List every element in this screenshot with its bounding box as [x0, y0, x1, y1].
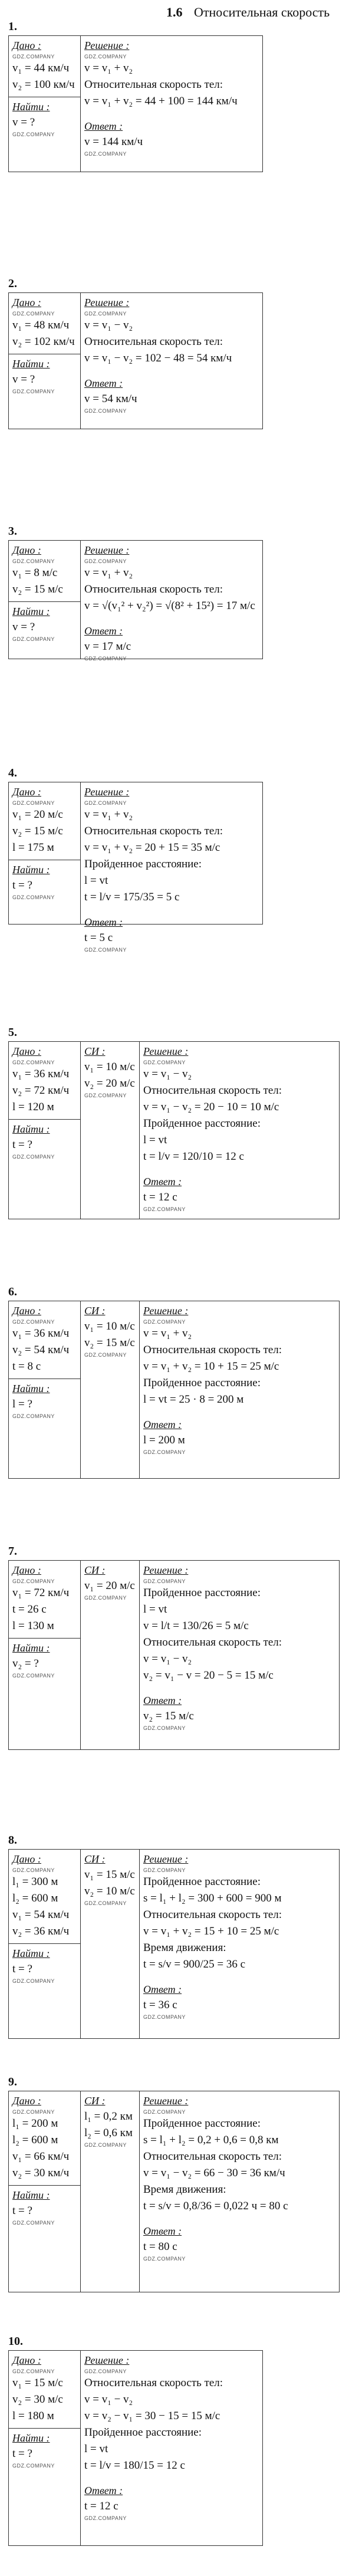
given-value: l = 175 м: [12, 841, 54, 854]
watermark: GDZ.COMPANY: [84, 408, 127, 414]
given-value: l₂ = 600 м: [12, 1892, 58, 1904]
problem-box: [8, 1849, 340, 2039]
given-value: v₂ = 30 м/с: [12, 2393, 63, 2406]
problem-number: 4.: [8, 766, 17, 779]
solution-line: Пройденное расстояние:: [143, 2117, 261, 2130]
solution-line: v = v₁ − v₂ = 20 − 10 = 10 м/с: [143, 1101, 279, 1113]
solution-column: [81, 541, 262, 662]
watermark: GDZ.COMPANY: [143, 1060, 186, 1065]
answer-value: v₂ = 15 м/с: [143, 1710, 194, 1722]
solution-column: [140, 1561, 339, 1749]
watermark: GDZ.COMPANY: [12, 2463, 55, 2469]
solution-line: t = l/v = 120/10 = 12 с: [143, 1150, 244, 1163]
solution-line: t = s/v = 0,8/36 = 0,022 ч = 80 с: [143, 2200, 288, 2212]
given-value: v₂ = 36 км/ч: [12, 1925, 70, 1937]
find-value: t = ?: [12, 2205, 32, 2217]
watermark: GDZ.COMPANY: [12, 1867, 55, 1873]
find-section: [9, 2185, 80, 2226]
given-column: [9, 293, 81, 429]
problem-number: 7.: [8, 1545, 17, 1558]
watermark: GDZ.COMPANY: [143, 1319, 186, 1325]
solution-label: Решение :: [84, 2354, 130, 2366]
find-value: l = ?: [12, 1398, 32, 1410]
answer-value: t = 5 с: [84, 932, 113, 944]
answer-section: [84, 377, 259, 414]
solution-line: Относительная скорость тел:: [143, 2150, 282, 2163]
problem-number: 1.: [8, 20, 17, 33]
find-value: v = ?: [12, 621, 35, 633]
watermark: GDZ.COMPANY: [12, 1413, 55, 1419]
answer-section: [84, 2485, 259, 2522]
page-title: [166, 5, 330, 20]
given-value: v₂ = 54 км/ч: [12, 1344, 70, 1356]
solution-line: Относительная скорость тел:: [84, 78, 223, 91]
solution-line: s = l₁ + l₂ = 0,2 + 0,6 = 0,8 км: [143, 2134, 279, 2146]
given-column: [9, 1301, 81, 1478]
problem-number: 3.: [8, 525, 17, 538]
solution-column: [140, 1301, 339, 1478]
answer-section: [143, 2225, 335, 2262]
given-value: v₁ = 72 км/ч: [12, 1587, 70, 1599]
find-label: Найти :: [12, 2189, 50, 2201]
watermark: GDZ.COMPANY: [84, 800, 127, 806]
solution-line: Относительная скорость тел:: [143, 1344, 282, 1356]
find-value: t = ?: [12, 1139, 32, 1151]
answer-label: Ответ :: [143, 1695, 182, 1706]
given-value: v₁ = 44 км/ч: [12, 62, 70, 74]
solution-line: l = vt: [143, 1134, 167, 1146]
si-column: [81, 1042, 140, 1219]
solution-column: [81, 293, 262, 429]
si-value: v₂ = 10 м/с: [84, 1885, 135, 1897]
given-value: v₁ = 54 км/ч: [12, 1909, 70, 1921]
answer-value: t = 36 с: [143, 1999, 177, 2011]
solution-line: v = v₁ + v₂ = 10 + 15 = 25 м/с: [143, 1360, 279, 1373]
given-label: Дано :: [12, 1305, 41, 1317]
solution-line: Относительная скорость тел:: [143, 1636, 282, 1649]
find-section: [9, 1943, 80, 1985]
watermark: GDZ.COMPANY: [12, 636, 55, 642]
problem-box: [8, 540, 263, 662]
solution-line: t = l/v = 180/15 = 12 с: [84, 2459, 185, 2472]
solution-line: v₂ = v₁ − v = 20 − 5 = 15 м/с: [143, 1669, 274, 1682]
given-value: v₁ = 36 км/ч: [12, 1068, 70, 1080]
problem-box: [8, 2350, 263, 2546]
solution-line: v = v₁ + v₂ = 20 + 15 = 35 м/с: [84, 841, 220, 854]
find-section: [9, 1638, 80, 1679]
find-label: Найти :: [12, 1642, 50, 1654]
answer-label: Ответ :: [143, 1176, 182, 1187]
given-label: Дано :: [12, 2354, 41, 2366]
find-section: [9, 97, 80, 138]
solution-label: Решение :: [143, 1853, 189, 1865]
solution-line: v = v₁ + v₂: [84, 808, 133, 821]
problem-box: [8, 1560, 340, 1750]
watermark: GDZ.COMPANY: [84, 1352, 127, 1358]
solution-line: Пройденное расстояние:: [84, 2426, 202, 2439]
watermark: GDZ.COMPANY: [12, 2109, 55, 2115]
solution-line: Относительная скорость тел:: [84, 335, 223, 348]
find-label: Найти :: [12, 1947, 50, 1959]
given-column: [9, 36, 81, 172]
si-value: l₁ = 0,2 км: [84, 2110, 133, 2123]
solution-line: Время движения:: [143, 1942, 226, 1954]
watermark: GDZ.COMPANY: [12, 1319, 55, 1325]
solution-line: l = vt: [143, 1603, 167, 1616]
watermark: GDZ.COMPANY: [12, 894, 55, 900]
given-value: v₁ = 15 м/с: [12, 2377, 63, 2389]
si-label: СИ :: [84, 1853, 106, 1865]
solution-line: Пройденное расстояние:: [143, 1587, 261, 1599]
given-value: v₁ = 48 км/ч: [12, 319, 70, 331]
find-section: [9, 860, 80, 901]
solution-label: Решение :: [143, 2095, 189, 2107]
answer-section: [143, 1983, 335, 2021]
watermark: GDZ.COMPANY: [12, 1060, 55, 1065]
find-label: Найти :: [12, 1383, 50, 1394]
answer-label: Ответ :: [84, 625, 123, 637]
answer-section: [143, 1419, 335, 1456]
solution-line: Пройденное расстояние:: [84, 858, 202, 870]
given-value: t = 26 с: [12, 1603, 47, 1616]
watermark: GDZ.COMPANY: [84, 54, 127, 60]
find-section: [9, 354, 80, 395]
problem-number: 5.: [8, 1026, 17, 1039]
watermark: GDZ.COMPANY: [12, 389, 55, 394]
watermark: GDZ.COMPANY: [84, 1900, 127, 1906]
solution-column: [140, 2091, 339, 2292]
watermark: GDZ.COMPANY: [12, 54, 55, 60]
watermark: GDZ.COMPANY: [84, 947, 127, 953]
find-label: Найти :: [12, 2432, 50, 2444]
solution-line: v = v₁ + v₂ = 44 + 100 = 144 км/ч: [84, 95, 238, 107]
solution-label: Решение :: [84, 786, 130, 798]
watermark: GDZ.COMPANY: [12, 800, 55, 806]
given-value: v₂ = 102 км/ч: [12, 335, 75, 348]
problem-number: 2.: [8, 277, 17, 290]
problem-box: [8, 292, 263, 429]
solution-line: Относительная скорость тел:: [84, 825, 223, 837]
solution-line: v = l/t = 130/26 = 5 м/с: [143, 1620, 249, 1632]
solution-line: v = v₁ + v₂ = 15 + 10 = 25 м/с: [143, 1925, 279, 1937]
answer-label: Ответ :: [143, 1983, 182, 1995]
si-label: СИ :: [84, 2095, 106, 2107]
given-label: Дано :: [12, 2095, 41, 2107]
find-section: [9, 2428, 80, 2469]
given-label: Дано :: [12, 297, 41, 308]
given-column: [9, 782, 81, 924]
solution-column: [140, 1850, 339, 2038]
find-label: Найти :: [12, 606, 50, 617]
watermark: GDZ.COMPANY: [12, 1673, 55, 1679]
given-column: [9, 1850, 81, 2038]
given-value: v₁ = 66 км/ч: [12, 2150, 70, 2163]
solution-label: Решение :: [143, 1045, 189, 1057]
watermark: GDZ.COMPANY: [84, 558, 127, 564]
answer-section: [84, 625, 259, 662]
section-number: 1.6: [166, 5, 183, 19]
answer-label: Ответ :: [143, 1419, 182, 1430]
solution-column: [81, 36, 262, 172]
given-column: [9, 2091, 81, 2292]
solution-line: v = v₁ − v₂: [84, 319, 133, 331]
si-value: v₁ = 15 м/с: [84, 1868, 135, 1881]
si-value: v₁ = 20 м/с: [84, 1580, 135, 1592]
solution-line: Пройденное расстояние:: [143, 1117, 261, 1130]
watermark: GDZ.COMPANY: [12, 1154, 55, 1160]
answer-value: v = 54 км/ч: [84, 393, 137, 405]
answer-value: t = 12 с: [84, 2500, 118, 2512]
solution-label: Решение :: [84, 40, 130, 51]
given-label: Дано :: [12, 1564, 41, 1576]
given-value: t = 8 с: [12, 1360, 41, 1373]
solution-line: v = v₁ − v₂ = 102 − 48 = 54 км/ч: [84, 352, 232, 364]
si-value: v₁ = 10 м/с: [84, 1061, 135, 1073]
solution-line: v = v₁ + v₂: [84, 62, 133, 74]
given-column: [9, 541, 81, 659]
given-value: v₂ = 30 км/ч: [12, 2167, 70, 2179]
solution-line: Относительная скорость тел:: [143, 1084, 282, 1097]
problem-number: 6.: [8, 1285, 17, 1298]
given-label: Дано :: [12, 786, 41, 798]
solution-line: Относительная скорость тел:: [84, 583, 223, 596]
si-column: [81, 1301, 140, 1478]
given-value: v₂ = 15 м/с: [12, 825, 63, 837]
solution-line: Пройденное расстояние:: [143, 1876, 261, 1888]
watermark: GDZ.COMPANY: [143, 1867, 186, 1873]
find-label: Найти :: [12, 358, 50, 370]
watermark: GDZ.COMPANY: [84, 2142, 127, 2148]
problem-number: 8.: [8, 1834, 17, 1847]
problem-box: [8, 35, 263, 172]
find-section: [9, 1119, 80, 1160]
given-column: [9, 1042, 81, 1219]
section-title: Относительная скорость: [194, 5, 330, 19]
find-value: v = ?: [12, 116, 35, 129]
given-value: l₁ = 300 м: [12, 1876, 58, 1888]
find-value: t = ?: [12, 1963, 32, 1975]
find-label: Найти :: [12, 1123, 50, 1135]
solution-line: v = v₁ − v₂: [143, 1653, 192, 1665]
given-value: l₁ = 200 м: [12, 2117, 58, 2130]
given-column: [9, 1561, 81, 1749]
solution-line: v = v₁ − v₂: [84, 2393, 133, 2406]
watermark: GDZ.COMPANY: [143, 2109, 186, 2115]
answer-value: v = 17 м/с: [84, 640, 131, 653]
watermark: GDZ.COMPANY: [143, 2256, 186, 2262]
watermark: GDZ.COMPANY: [143, 2014, 186, 2020]
si-label: СИ :: [84, 1305, 106, 1317]
watermark: GDZ.COMPANY: [12, 1978, 55, 1984]
given-value: l = 120 м: [12, 1101, 54, 1113]
given-value: v₂ = 100 км/ч: [12, 78, 75, 91]
si-value: v₂ = 15 м/с: [84, 1337, 135, 1349]
given-column: [9, 2351, 81, 2545]
solution-line: t = l/v = 175/35 = 5 с: [84, 891, 180, 903]
solution-line: Относительная скорость тел:: [84, 2377, 223, 2389]
given-value: v₁ = 20 м/с: [12, 808, 63, 821]
solution-line: Относительная скорость тел:: [143, 1909, 282, 1921]
watermark: GDZ.COMPANY: [12, 558, 55, 564]
solution-line: l = vt: [84, 2443, 108, 2455]
answer-value: l = 200 м: [143, 1434, 185, 1446]
problem-number: 9.: [8, 2075, 17, 2088]
find-section: [9, 601, 80, 643]
watermark: GDZ.COMPANY: [84, 2368, 127, 2374]
solution-line: t = s/v = 900/25 = 36 с: [143, 1958, 246, 1970]
given-value: v₂ = 15 м/с: [12, 583, 63, 596]
find-value: v₂ = ?: [12, 1657, 39, 1670]
watermark: GDZ.COMPANY: [12, 1578, 55, 1584]
watermark: GDZ.COMPANY: [84, 2515, 127, 2521]
answer-section: [84, 120, 259, 157]
find-value: t = ?: [12, 879, 32, 891]
given-value: v₂ = 72 км/ч: [12, 1084, 70, 1097]
given-value: l = 130 м: [12, 1620, 54, 1632]
find-label: Найти :: [12, 864, 50, 876]
solution-line: l = vt = 25 · 8 = 200 м: [143, 1393, 244, 1406]
watermark: GDZ.COMPANY: [12, 2368, 55, 2374]
answer-section: [84, 916, 259, 953]
answer-value: t = 80 с: [143, 2241, 177, 2253]
given-label: Дано :: [12, 40, 41, 51]
solution-line: v = √(v₁² + v₂²) = √(8² + 15²) = 17 м/с: [84, 600, 255, 612]
solution-label: Решение :: [84, 544, 130, 556]
given-value: l₂ = 600 м: [12, 2134, 58, 2146]
solution-line: v = v₁ − v₂: [143, 1068, 192, 1080]
solution-line: v = v₂ − v₁ = 30 − 15 = 15 м/с: [84, 2410, 220, 2422]
si-label: СИ :: [84, 1045, 106, 1057]
watermark: GDZ.COMPANY: [84, 656, 127, 662]
problem-box: [8, 782, 263, 953]
answer-label: Ответ :: [84, 916, 123, 928]
given-label: Дано :: [12, 1045, 41, 1057]
watermark: GDZ.COMPANY: [143, 1578, 186, 1584]
solution-line: v = v₁ + v₂: [84, 567, 133, 579]
solution-line: v = v₁ + v₂: [143, 1327, 192, 1340]
problem-number: 10.: [8, 2335, 23, 2348]
watermark: GDZ.COMPANY: [12, 2220, 55, 2226]
problem-box: [8, 1041, 340, 1219]
si-value: l₂ = 0,6 км: [84, 2127, 133, 2139]
solution-column: [81, 2351, 262, 2545]
solution-line: Пройденное расстояние:: [143, 1377, 261, 1389]
answer-label: Ответ :: [84, 2485, 123, 2496]
given-label: Дано :: [12, 544, 41, 556]
watermark: GDZ.COMPANY: [143, 1206, 186, 1212]
answer-value: v = 144 км/ч: [84, 136, 143, 148]
solution-line: l = vt: [84, 874, 108, 887]
solution-line: v = v₁ − v₂ = 66 − 30 = 36 км/ч: [143, 2167, 285, 2179]
watermark: GDZ.COMPANY: [12, 131, 55, 137]
watermark: GDZ.COMPANY: [84, 1093, 127, 1098]
solution-column: [140, 1042, 339, 1219]
watermark: GDZ.COMPANY: [84, 151, 127, 157]
answer-label: Ответ :: [84, 120, 123, 132]
find-value: v = ?: [12, 373, 35, 386]
find-section: [9, 1379, 80, 1420]
given-value: v₁ = 36 км/ч: [12, 1327, 70, 1340]
find-value: t = ?: [12, 2447, 32, 2460]
answer-section: [143, 1695, 335, 1732]
given-value: l = 180 м: [12, 2410, 54, 2422]
given-value: v₁ = 8 м/с: [12, 567, 58, 579]
watermark: GDZ.COMPANY: [143, 1449, 186, 1455]
solution-column: [81, 782, 262, 953]
solution-label: Решение :: [143, 1564, 189, 1576]
si-value: v₂ = 20 м/с: [84, 1077, 135, 1090]
solution-line: Время движения:: [143, 2183, 226, 2196]
si-label: СИ :: [84, 1564, 106, 1576]
si-column: [81, 1561, 140, 1749]
watermark: GDZ.COMPANY: [12, 311, 55, 317]
find-label: Найти :: [12, 101, 50, 113]
answer-value: t = 12 с: [143, 1191, 177, 1203]
answer-label: Ответ :: [84, 377, 123, 389]
answer-section: [143, 1176, 335, 1213]
si-column: [81, 2091, 140, 2292]
watermark: GDZ.COMPANY: [143, 1725, 186, 1731]
solution-label: Решение :: [143, 1305, 189, 1317]
si-value: v₁ = 10 м/с: [84, 1320, 135, 1333]
watermark: GDZ.COMPANY: [84, 311, 127, 317]
problem-box: [8, 2091, 340, 2292]
solution-line: s = l₁ + l₂ = 300 + 600 = 900 м: [143, 1892, 282, 1904]
si-column: [81, 1850, 140, 2038]
answer-label: Ответ :: [143, 2225, 182, 2237]
solution-label: Решение :: [84, 297, 130, 308]
given-label: Дано :: [12, 1853, 41, 1865]
watermark: GDZ.COMPANY: [84, 1595, 127, 1601]
problem-box: [8, 1301, 340, 1479]
